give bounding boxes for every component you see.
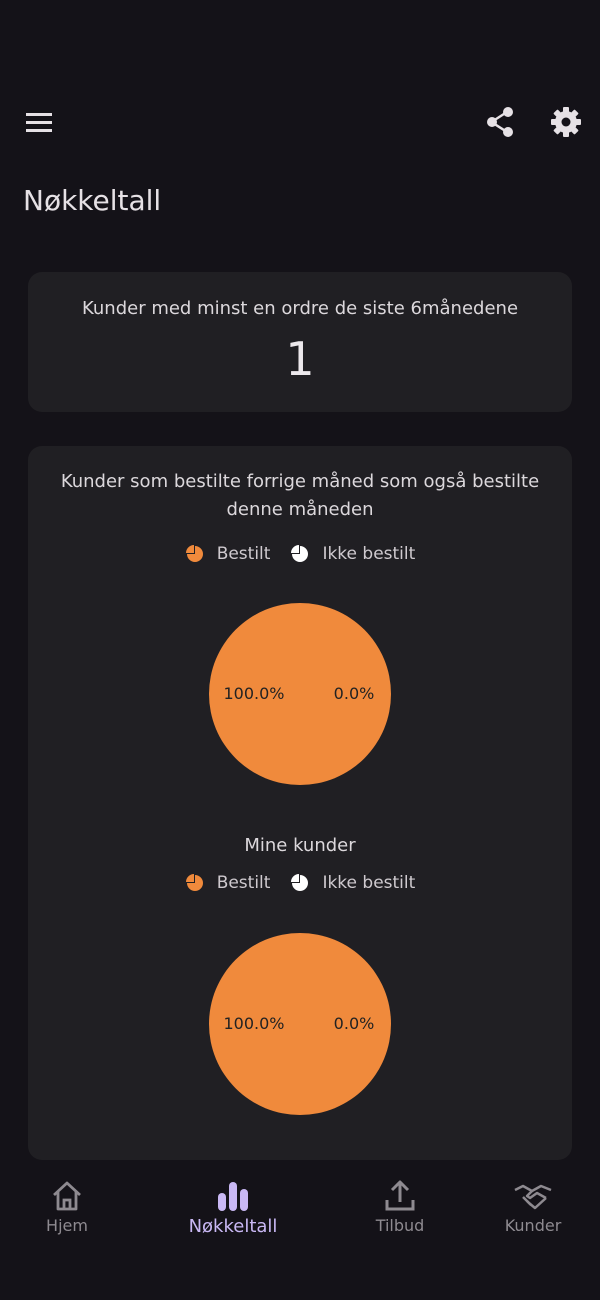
- pie-data-label: 0.0%: [333, 1014, 375, 1033]
- pie-data-label: 0.0%: [333, 684, 375, 703]
- upload-icon: [382, 1178, 418, 1214]
- gear-icon[interactable]: [548, 104, 584, 140]
- nav-label-home: Hjem: [46, 1216, 88, 1235]
- nav-item-offers[interactable]: [340, 1178, 460, 1242]
- pie-legend-icon: [185, 544, 205, 564]
- legend-label-ordered: Bestilt: [216, 544, 271, 564]
- pie-legend-icon: [290, 873, 310, 893]
- legend-label-not-ordered: Ikke bestilt: [322, 873, 416, 893]
- home-icon: [49, 1178, 85, 1214]
- nav-item-key-figures[interactable]: [173, 1178, 293, 1242]
- share-icon[interactable]: [482, 104, 518, 140]
- top-app-bar: [0, 96, 600, 148]
- kpi-card: [28, 272, 572, 412]
- pie-legend-icon: [290, 544, 310, 564]
- bar-chart-icon: [215, 1178, 251, 1214]
- legend-my-customers: [28, 871, 572, 895]
- handshake-icon: [513, 1178, 553, 1214]
- legend-item-not-ordered[interactable]: [290, 542, 415, 566]
- legend-label-ordered: Bestilt: [216, 873, 271, 893]
- page-title: Nøkkeltall: [23, 184, 162, 217]
- chart-title-my-customers: Mine kunder: [244, 835, 356, 856]
- pie-legend-icon: [185, 873, 205, 893]
- nav-label-offers: Tilbud: [375, 1216, 425, 1235]
- legend-item-ordered[interactable]: [185, 542, 271, 566]
- charts-card: [28, 446, 572, 1160]
- nav-item-home[interactable]: [7, 1178, 127, 1242]
- pie-chart-reorders: [208, 602, 392, 786]
- kpi-value: 1: [285, 332, 315, 386]
- chart-title-reorders: Kunder som bestilte forrige måned som også bestilte denne måneden: [60, 471, 540, 520]
- nav-item-customers[interactable]: [473, 1178, 593, 1242]
- legend-reorders: [28, 542, 572, 566]
- bottom-navigation: [0, 1162, 600, 1300]
- nav-label-customers: Kunder: [504, 1216, 562, 1235]
- menu-icon[interactable]: [22, 106, 56, 140]
- legend-item-not-ordered[interactable]: [290, 871, 415, 895]
- legend-label-not-ordered: Ikke bestilt: [322, 544, 416, 564]
- pie-data-label: 100.0%: [223, 684, 285, 703]
- pie-data-label: 100.0%: [223, 1014, 285, 1033]
- nav-label-key-figures: Nøkkeltall: [188, 1216, 278, 1237]
- pie-chart-my-customers: [208, 932, 392, 1116]
- legend-item-ordered[interactable]: [185, 871, 271, 895]
- kpi-label: Kunder med minst en ordre de siste 6månedene: [81, 298, 519, 319]
